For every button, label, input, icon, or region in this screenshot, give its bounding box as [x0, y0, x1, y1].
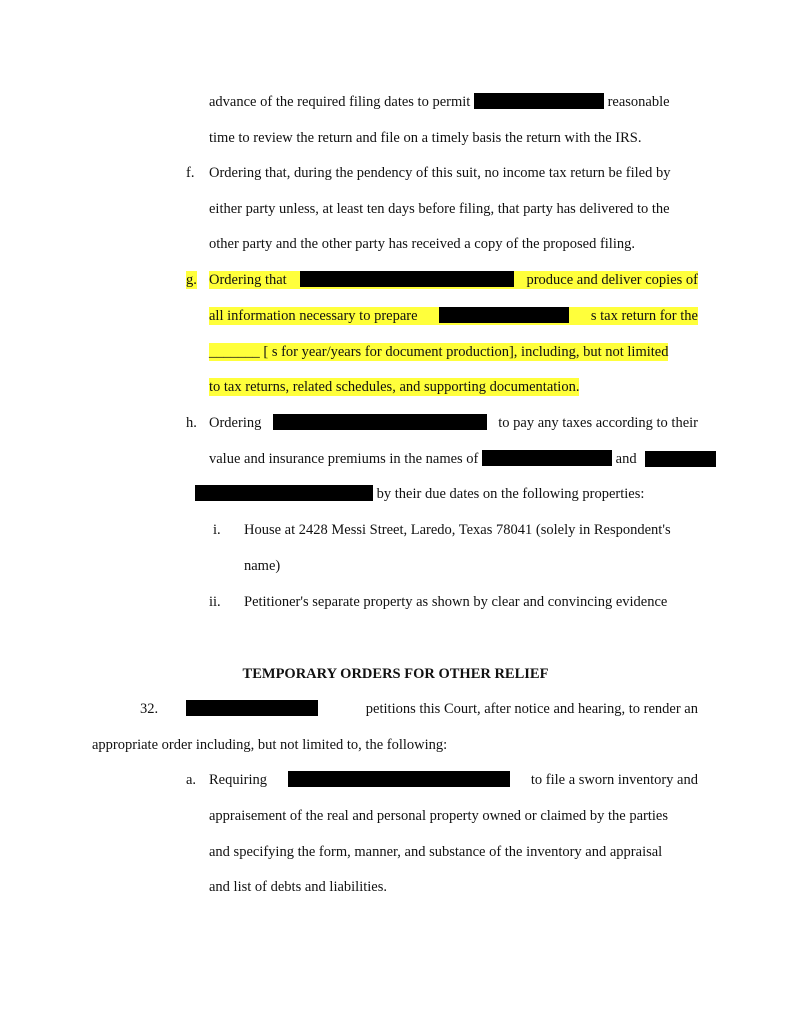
item-h-line-2: value and insurance premiums in the names of and — [209, 451, 637, 467]
redaction-bar — [273, 414, 487, 430]
item-h-line-1: Ordering to pay any taxes according to their — [209, 415, 698, 431]
redaction-bar — [439, 307, 569, 323]
redaction-bar — [186, 700, 318, 716]
item-g-line-4: to tax returns, related schedules, and supporting documentation. — [209, 379, 580, 395]
redaction-bar — [300, 271, 514, 287]
subitem-i-line-1: House at 2428 Messi Street, Laredo, Texas 78041 (solely in Respondent's — [244, 522, 671, 538]
redaction-bar — [645, 451, 716, 467]
paragraph-number: 32. — [140, 701, 159, 717]
subitem-i-line-2: name) — [244, 558, 281, 574]
subitem-i-marker: i. — [213, 522, 221, 538]
redaction-bar — [482, 450, 612, 466]
item-f-line-1: Ordering that, during the pendency of this suit, no income tax return be filed by — [209, 165, 671, 181]
item-g-line-1: Ordering that produce and deliver copies of — [209, 272, 698, 288]
item-f-marker: f. — [186, 165, 195, 181]
item-h-marker: h. — [186, 415, 197, 431]
paragraph-32-line-2: appropriate order including, but not limited to, the following: — [92, 737, 448, 753]
redaction-bar — [474, 93, 604, 109]
paragraph-32-line-1: petitions this Court, after notice and hearing, to render an — [186, 700, 698, 718]
item-g-line-2: all information necessary to prepare s tax return for the — [209, 308, 698, 324]
subitem-ii-line-1: Petitioner's separate property as shown by clear and convincing evidence — [244, 594, 668, 610]
item-g-line-3: _______ [ s for year/years for document production], including, but not limited — [209, 344, 669, 360]
continuation-line-2: time to review the return and file on a timely basis the return with the IRS. — [209, 130, 642, 146]
subitem-ii-marker: ii. — [209, 594, 221, 610]
redaction-bar — [195, 485, 373, 501]
section-heading: TEMPORARY ORDERS FOR OTHER RELIEF — [242, 666, 549, 682]
continuation-line-1: advance of the required filing dates to permit reasonable — [209, 94, 670, 110]
item-f-line-3: other party and the other party has received a copy of the proposed filing. — [209, 236, 635, 252]
item-h-line-3: by their due dates on the following properties: — [195, 485, 644, 503]
item-a-line-4: and list of debts and liabilities. — [209, 879, 388, 895]
item-f-line-2: either party unless, at least ten days before filing, that party has delivered to the — [209, 201, 670, 217]
item-g-marker: g. — [186, 272, 197, 288]
redaction-bar — [288, 771, 510, 787]
item-a-line-2: appraisement of the real and personal property owned or claimed by the parties — [209, 808, 668, 824]
item-a-line-1: Requiring to file a sworn inventory and — [209, 772, 698, 788]
item-a-line-3: and specifying the form, manner, and substance of the inventory and appraisal — [209, 844, 663, 860]
item-a-marker: a. — [186, 772, 197, 788]
